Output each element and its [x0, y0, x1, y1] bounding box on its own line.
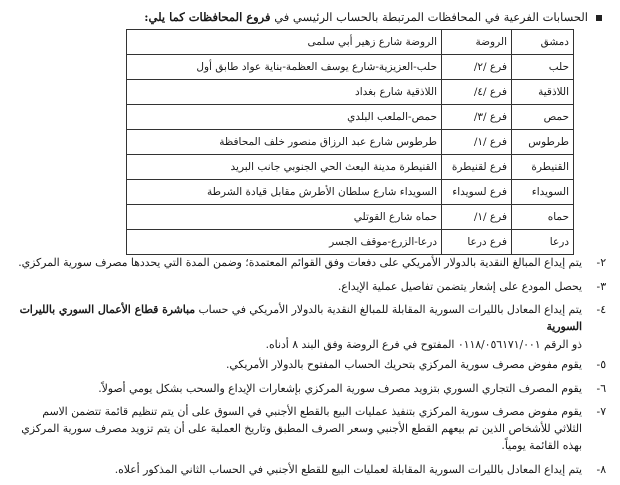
list-item — [12, 462, 606, 479]
cell-branch: فرع /١/ — [442, 205, 512, 230]
cell-branch: فرع /٣/ — [442, 105, 512, 130]
item-text: يحصل المودع على إشعار يتضمن تفاصيل عملية الإيداع. — [337, 279, 582, 293]
item-text: يتم إيداع المعادل بالليرات السورية المقابلة لعمليات البيع للقطع الأجنبي في الحساب الثاني المذكور أعلاه. — [114, 462, 582, 476]
cell-governorate: حماه — [512, 205, 574, 230]
cell-branch: فرع لسويداء — [442, 180, 512, 205]
cell-governorate: حلب — [512, 55, 574, 80]
cell-governorate: حمص — [512, 105, 574, 130]
cell-branch: فرع /١/ — [442, 130, 512, 155]
account-number-line: ذو الرقم ٠١١٨/٠٥٦١٧١/٠٠١ المفتوح في فرع الروضة وفق البند ٨ أدناه. — [265, 337, 582, 351]
table-row — [127, 105, 574, 130]
cell-branch: فرع /٢/ — [442, 55, 512, 80]
cell-branch: الروضة — [442, 30, 512, 55]
cell-address: درعا-الزرع-موقف الجسر — [127, 230, 442, 255]
item-text: يقوم المصرف التجاري السوري بتزويد مصرف سورية المركزي بإشعارات الإيداع والسحب بشكل يومي أصولاً. — [98, 381, 582, 395]
cell-address: طرطوس شارع عبد الرزاق منصور خلف المحافظة — [127, 130, 442, 155]
item-text — [12, 302, 582, 335]
list-item — [12, 255, 606, 272]
table-row — [127, 130, 574, 155]
cell-governorate: اللاذقية — [512, 80, 574, 105]
cell-address: الروضة شارع زهير أبي سلمى — [127, 30, 442, 55]
items-list — [12, 255, 606, 485]
cell-governorate: السويداء — [512, 180, 574, 205]
cell-address: حمص-الملعب البلدي — [127, 105, 442, 130]
table-row — [127, 230, 574, 255]
cell-address: اللاذقية شارع بغداد — [127, 80, 442, 105]
cell-address: حلب-العزيزية-شارع يوسف العظمة-بناية عواد طابق أول — [127, 55, 442, 80]
cell-address: حماه شارع القوتلي — [127, 205, 442, 230]
cell-address: السويداء شارع سلطان الأطرش مقابل قيادة الشرطة — [127, 180, 442, 205]
item-text-bold: مباشرة قطاع الأعمال السوري بالليرات السورية — [19, 303, 582, 334]
item-number: ٣- — [596, 279, 606, 293]
item-number: ٥- — [596, 357, 606, 371]
item-text: يقوم مفوض مصرف سورية المركزي بتنفيذ عمليات البيع بالقطع الأجنبي في السوق على أن يتم تنظيم قائمة تتضمن الاسم الثلاثي للأشخاص الذين تم بيعهم القطع الأجنبي وسعر الصرف المطبق وتاريخ العملية على أن يتم تزويد مصرف سورية المركزي بهذه القائمة يومياً. — [21, 405, 582, 452]
table-row — [127, 180, 574, 205]
item-text: يتم إيداع المبالغ النقدية بالدولار الأمريكي على دفعات وفق القوائم المعتمدة؛ وضمن المدة التي يحددها مصرف سورية المركزي. — [18, 256, 582, 269]
cell-branch: فرع درعا — [442, 230, 512, 255]
item-number: ٦- — [596, 381, 606, 395]
list-item — [12, 302, 606, 335]
branches-table — [126, 29, 574, 255]
cell-branch: فرع لقنيطرة — [442, 155, 512, 180]
cell-governorate: طرطوس — [512, 130, 574, 155]
cell-address: القنيطرة مدينة البعث الحي الجنوبي جانب البريد — [127, 155, 442, 180]
item-number: ٨- — [596, 462, 606, 476]
list-item — [12, 279, 606, 296]
intro-line — [22, 10, 602, 24]
table-row — [127, 30, 574, 55]
list-item — [12, 404, 606, 454]
item-text-plain: يتم إيداع المعادل بالليرات السورية المقابلة للمبالغ النقدية بالدولار الأمريكي في حساب — [198, 303, 582, 317]
intro-bold: فروع المحافظات كما يلي: — [144, 10, 271, 24]
table-row — [127, 155, 574, 180]
item-text: يقوم مفوض مصرف سورية المركزي بتحريك الحساب المفتوح بالدولار الأمريكي. — [225, 357, 582, 371]
intro-text: الحسابات الفرعية في المحافظات المرتبطة بالحساب الرئيسي في — [274, 10, 588, 24]
bullet-icon — [596, 15, 602, 21]
list-item — [12, 357, 606, 374]
list-item — [12, 381, 606, 398]
item-number: ٧- — [596, 405, 606, 419]
item-number: ٤- — [596, 303, 606, 317]
cell-governorate: درعا — [512, 230, 574, 255]
item-number: ٢- — [596, 256, 606, 269]
table-row — [127, 80, 574, 105]
table-row — [127, 205, 574, 230]
cell-branch: فرع /٤/ — [442, 80, 512, 105]
table-row — [127, 55, 574, 80]
cell-governorate: القنيطرة — [512, 155, 574, 180]
cell-governorate: دمشق — [512, 30, 574, 55]
